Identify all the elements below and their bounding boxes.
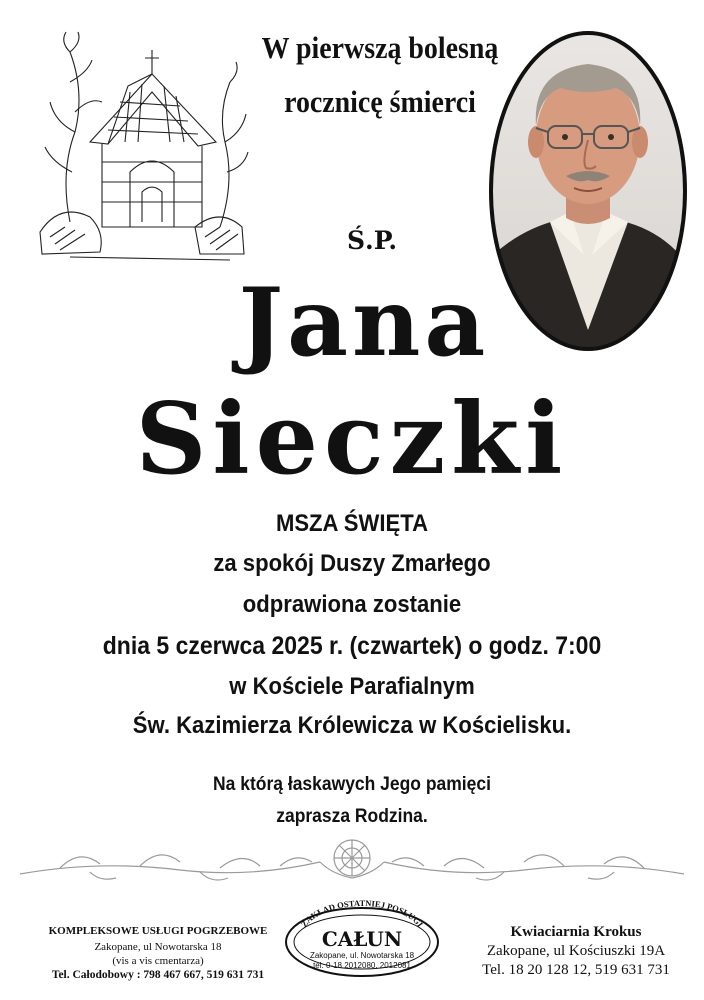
- deceased-last-name: Sieczki: [135, 382, 569, 497]
- invitation-line-1: Na którą łaskawych Jego pamięci: [213, 774, 491, 795]
- funeral-services-phone: Tel. Całodobowy : 798 467 667, 519 631 731: [51, 969, 265, 981]
- header-line-1: W pierwszą bolesną: [261, 30, 499, 65]
- funeral-services-title: KOMPLEKSOWE USŁUGI POGRZEBOWE: [48, 925, 268, 937]
- calun-phone: tel. 0-18 2012080, 2012081: [313, 961, 411, 970]
- honorific: Ś.P.: [346, 226, 398, 255]
- mass-title: MSZA ŚWIĘTA: [275, 510, 429, 537]
- florist-address: Zakopane, ul Kościuszki 19A: [486, 943, 666, 959]
- calun-arc-text: ZAKŁAD OSTATNIEJ POSŁUGI: [298, 898, 426, 929]
- funeral-services-location-note: (vis a vis cmentarza): [112, 955, 204, 967]
- floral-ornament-divider: [20, 838, 684, 886]
- mass-date-line: dnia 5 czerwca 2025 r. (czwartek) o godz. 7:00: [102, 632, 602, 660]
- mass-line: odprawiona zostanie: [242, 591, 462, 618]
- florist-phone: Tel. 18 20 128 12, 519 631 731: [482, 962, 670, 978]
- deceased-first-name: Jana: [238, 268, 490, 378]
- calun-address: Zakopane, ul. Nowotarska 18: [309, 951, 415, 960]
- florist-name: Kwiaciarnia Krokus: [510, 924, 642, 940]
- header-line-2: rocznicę śmierci: [284, 84, 476, 119]
- mass-line: za spokój Duszy Zmarłego: [213, 550, 491, 577]
- funeral-services-address: Zakopane, ul Nowotarska 18: [94, 941, 222, 953]
- mass-line: w Kościele Parafialnym: [229, 673, 475, 700]
- calun-logo: [282, 898, 442, 978]
- invitation-line-2: zaprasza Rodzina.: [276, 806, 428, 827]
- mass-church-line: Św. Kazimierza Królewicza w Kościelisku.: [132, 712, 572, 739]
- calun-name: CAŁUN: [321, 927, 403, 951]
